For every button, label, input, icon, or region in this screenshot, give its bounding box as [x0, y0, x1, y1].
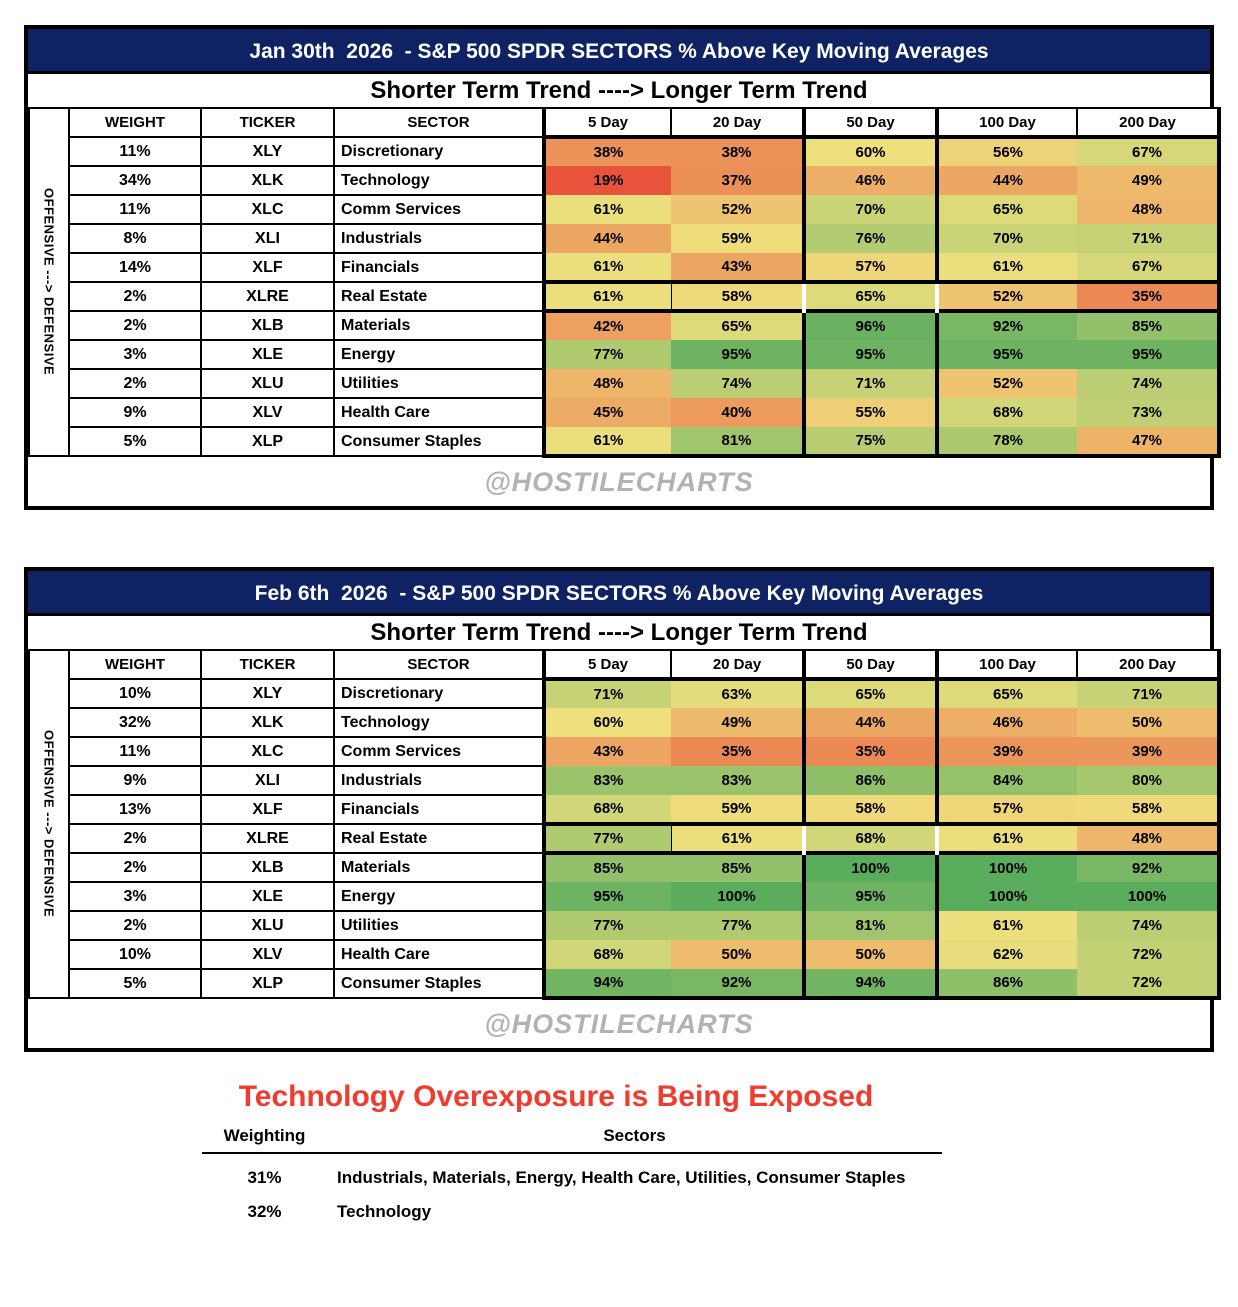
- heat-cell: 57%: [804, 253, 937, 282]
- heat-cell: 94%: [544, 969, 671, 998]
- column-header-sector: SECTOR: [334, 108, 544, 137]
- heat-cell: 65%: [937, 679, 1077, 708]
- heat-cell: 71%: [544, 679, 671, 708]
- summary-section: [0, 1080, 1112, 1222]
- heatmap-block-jan30: [24, 25, 1214, 510]
- column-header-weight: WEIGHT: [69, 650, 201, 679]
- sector-row-xlp: [29, 427, 1219, 456]
- weight-cell: 2%: [69, 369, 201, 398]
- heat-cell: 52%: [937, 282, 1077, 311]
- sector-row-xlk: [29, 166, 1219, 195]
- heat-cell: 95%: [671, 340, 804, 369]
- sector-cell: Real Estate: [334, 824, 544, 853]
- summary-row: [202, 1202, 942, 1222]
- ticker-cell: XLV: [201, 398, 334, 427]
- sector-row-xlb: [29, 311, 1219, 340]
- heat-cell: 61%: [937, 253, 1077, 282]
- heat-cell: 76%: [804, 224, 937, 253]
- heat-cell: 100%: [671, 882, 804, 911]
- summary-header-row: [202, 1126, 942, 1154]
- summary-weighting-value: 32%: [247, 1202, 282, 1221]
- sector-cell: Comm Services: [334, 195, 544, 224]
- column-header-ticker: TICKER: [201, 650, 334, 679]
- sector-row-xly: [29, 137, 1219, 166]
- weight-cell: 14%: [69, 253, 201, 282]
- heat-cell: 35%: [804, 737, 937, 766]
- sector-row-xlp: [29, 969, 1219, 998]
- sector-row-xlc: [29, 195, 1219, 224]
- heat-cell: 95%: [937, 340, 1077, 369]
- heat-cell: 85%: [1077, 311, 1219, 340]
- heat-cell: 61%: [544, 282, 671, 311]
- column-header-20-day: 20 Day: [671, 650, 804, 679]
- summary-col-weighting: Weighting: [223, 1126, 306, 1145]
- sector-cell: Industrials: [334, 224, 544, 253]
- sector-cell: Utilities: [334, 369, 544, 398]
- heat-cell: 68%: [804, 824, 937, 853]
- heat-cell: 49%: [671, 708, 804, 737]
- heat-cell: 61%: [544, 427, 671, 456]
- summary-col-sectors: Sectors: [603, 1126, 666, 1145]
- weight-cell: 13%: [69, 795, 201, 824]
- heat-cell: 83%: [544, 766, 671, 795]
- sector-cell: Industrials: [334, 766, 544, 795]
- summary-weighting-value: 31%: [247, 1168, 282, 1187]
- heat-cell: 85%: [671, 853, 804, 882]
- column-header-5-day: 5 Day: [544, 108, 671, 137]
- offensive-defensive-axis-text: OFFENSIVE ---> DEFENSIVE: [41, 730, 57, 918]
- ticker-cell: XLU: [201, 369, 334, 398]
- sector-cell: Materials: [334, 853, 544, 882]
- heat-cell: 42%: [544, 311, 671, 340]
- heat-cell: 43%: [544, 737, 671, 766]
- table-title-jan30: Jan 30th 2026 - S&P 500 SPDR SECTORS % Above Key Moving Averages: [28, 29, 1210, 74]
- heat-cell: 59%: [671, 795, 804, 824]
- heat-cell: 58%: [671, 282, 804, 311]
- sector-cell: Discretionary: [334, 679, 544, 708]
- heat-cell: 50%: [804, 940, 937, 969]
- ticker-cell: XLP: [201, 427, 334, 456]
- heat-cell: 95%: [1077, 340, 1219, 369]
- heat-cell: 65%: [671, 311, 804, 340]
- column-header-weight: WEIGHT: [69, 108, 201, 137]
- heat-cell: 35%: [671, 737, 804, 766]
- sector-row-xli: [29, 224, 1219, 253]
- offensive-defensive-axis-label: [29, 650, 69, 998]
- heat-cell: 75%: [804, 427, 937, 456]
- summary-title: Technology Overexposure is Being Exposed: [238, 1080, 874, 1113]
- heat-cell: 40%: [671, 398, 804, 427]
- heat-cell: 49%: [1077, 166, 1219, 195]
- sector-row-xle: [29, 340, 1219, 369]
- watermark: @HOSTILECHARTS: [28, 458, 1210, 506]
- sector-cell: Comm Services: [334, 737, 544, 766]
- ticker-cell: XLC: [201, 737, 334, 766]
- ticker-cell: XLRE: [201, 282, 334, 311]
- ticker-cell: XLF: [201, 253, 334, 282]
- heat-cell: 58%: [804, 795, 937, 824]
- heat-cell: 61%: [937, 911, 1077, 940]
- heat-cell: 74%: [1077, 911, 1219, 940]
- heat-cell: 80%: [1077, 766, 1219, 795]
- sector-ma-table-jan30: [28, 107, 1221, 458]
- heat-cell: 100%: [937, 853, 1077, 882]
- weight-cell: 11%: [69, 737, 201, 766]
- heat-cell: 63%: [671, 679, 804, 708]
- column-header-ticker: TICKER: [201, 108, 334, 137]
- heat-cell: 60%: [804, 137, 937, 166]
- sector-row-xlv: [29, 940, 1219, 969]
- ticker-cell: XLI: [201, 766, 334, 795]
- heat-cell: 44%: [804, 708, 937, 737]
- heat-cell: 65%: [804, 679, 937, 708]
- heat-cell: 96%: [804, 311, 937, 340]
- heat-cell: 56%: [937, 137, 1077, 166]
- sector-cell: Materials: [334, 311, 544, 340]
- column-header-200-day: 200 Day: [1077, 650, 1219, 679]
- watermark: @HOSTILECHARTS: [28, 1000, 1210, 1048]
- sector-row-xlu: [29, 369, 1219, 398]
- weight-cell: 11%: [69, 137, 201, 166]
- sector-row-xle: [29, 882, 1219, 911]
- heat-cell: 35%: [1077, 282, 1219, 311]
- sector-row-xlre: [29, 824, 1219, 853]
- heat-cell: 67%: [1077, 137, 1219, 166]
- weight-cell: 32%: [69, 708, 201, 737]
- sector-cell: Health Care: [334, 940, 544, 969]
- sector-cell: Energy: [334, 882, 544, 911]
- weight-cell: 9%: [69, 398, 201, 427]
- heat-cell: 38%: [544, 137, 671, 166]
- weight-cell: 5%: [69, 427, 201, 456]
- heat-cell: 72%: [1077, 940, 1219, 969]
- weight-cell: 2%: [69, 282, 201, 311]
- ticker-cell: XLI: [201, 224, 334, 253]
- ticker-cell: XLY: [201, 137, 334, 166]
- column-header-100-day: 100 Day: [937, 650, 1077, 679]
- heat-cell: 48%: [1077, 195, 1219, 224]
- heat-cell: 61%: [671, 824, 804, 853]
- weight-cell: 3%: [69, 882, 201, 911]
- heat-cell: 65%: [937, 195, 1077, 224]
- ticker-cell: XLRE: [201, 824, 334, 853]
- column-header-20-day: 20 Day: [671, 108, 804, 137]
- offensive-defensive-axis-text: OFFENSIVE ---> DEFENSIVE: [41, 188, 57, 376]
- heat-cell: 61%: [937, 824, 1077, 853]
- heat-cell: 67%: [1077, 253, 1219, 282]
- heat-cell: 19%: [544, 166, 671, 195]
- sector-row-xlv: [29, 398, 1219, 427]
- heat-cell: 60%: [544, 708, 671, 737]
- sector-cell: Financials: [334, 795, 544, 824]
- column-header-5-day: 5 Day: [544, 650, 671, 679]
- heat-cell: 70%: [937, 224, 1077, 253]
- heat-cell: 52%: [671, 195, 804, 224]
- ticker-cell: XLP: [201, 969, 334, 998]
- heat-cell: 46%: [937, 708, 1077, 737]
- heat-cell: 44%: [937, 166, 1077, 195]
- weight-cell: 2%: [69, 911, 201, 940]
- sector-cell: Consumer Staples: [334, 427, 544, 456]
- ticker-cell: XLV: [201, 940, 334, 969]
- heat-cell: 74%: [1077, 369, 1219, 398]
- heat-cell: 77%: [671, 911, 804, 940]
- heat-cell: 46%: [804, 166, 937, 195]
- offensive-defensive-axis-label: [29, 108, 69, 456]
- heat-cell: 81%: [671, 427, 804, 456]
- heat-cell: 74%: [671, 369, 804, 398]
- heat-cell: 39%: [1077, 737, 1219, 766]
- heat-cell: 72%: [1077, 969, 1219, 998]
- heat-cell: 71%: [1077, 224, 1219, 253]
- heat-cell: 58%: [1077, 795, 1219, 824]
- heat-cell: 92%: [671, 969, 804, 998]
- column-header-50-day: 50 Day: [804, 650, 937, 679]
- heat-cell: 73%: [1077, 398, 1219, 427]
- sector-cell: Financials: [334, 253, 544, 282]
- heat-cell: 68%: [544, 795, 671, 824]
- heat-cell: 62%: [937, 940, 1077, 969]
- heat-cell: 78%: [937, 427, 1077, 456]
- heat-cell: 68%: [937, 398, 1077, 427]
- heat-cell: 95%: [804, 882, 937, 911]
- sector-row-xlf: [29, 253, 1219, 282]
- weight-cell: 9%: [69, 766, 201, 795]
- heat-cell: 55%: [804, 398, 937, 427]
- heat-cell: 86%: [937, 969, 1077, 998]
- sector-row-xli: [29, 766, 1219, 795]
- summary-sectors-value: Industrials, Materials, Energy, Health Care, Utilities, Consumer Staples: [337, 1168, 906, 1187]
- weight-cell: 8%: [69, 224, 201, 253]
- heat-cell: 84%: [937, 766, 1077, 795]
- sector-row-xlu: [29, 911, 1219, 940]
- weight-cell: 2%: [69, 853, 201, 882]
- weight-cell: 11%: [69, 195, 201, 224]
- heat-cell: 71%: [804, 369, 937, 398]
- heat-cell: 52%: [937, 369, 1077, 398]
- heat-cell: 77%: [544, 911, 671, 940]
- heat-cell: 95%: [544, 882, 671, 911]
- sector-row-xlc: [29, 737, 1219, 766]
- summary-row: [202, 1168, 942, 1188]
- column-header-sector: SECTOR: [334, 650, 544, 679]
- heat-cell: 59%: [671, 224, 804, 253]
- sector-cell: Consumer Staples: [334, 969, 544, 998]
- sector-row-xlk: [29, 708, 1219, 737]
- ticker-cell: XLY: [201, 679, 334, 708]
- heat-cell: 100%: [1077, 882, 1219, 911]
- weight-cell: 2%: [69, 311, 201, 340]
- heat-cell: 85%: [544, 853, 671, 882]
- ticker-cell: XLC: [201, 195, 334, 224]
- heat-cell: 86%: [804, 766, 937, 795]
- heat-cell: 100%: [804, 853, 937, 882]
- heat-cell: 95%: [804, 340, 937, 369]
- trend-subtitle: Shorter Term Trend ----> Longer Term Trend: [28, 616, 1210, 649]
- heat-cell: 43%: [671, 253, 804, 282]
- sector-cell: Technology: [334, 708, 544, 737]
- column-header-100-day: 100 Day: [937, 108, 1077, 137]
- sector-cell: Technology: [334, 166, 544, 195]
- heat-cell: 94%: [804, 969, 937, 998]
- ticker-cell: XLU: [201, 911, 334, 940]
- heat-cell: 83%: [671, 766, 804, 795]
- heat-cell: 48%: [544, 369, 671, 398]
- sector-row-xly: [29, 679, 1219, 708]
- heat-cell: 44%: [544, 224, 671, 253]
- weight-cell: 3%: [69, 340, 201, 369]
- ticker-cell: XLE: [201, 882, 334, 911]
- weight-cell: 10%: [69, 940, 201, 969]
- ticker-cell: XLB: [201, 853, 334, 882]
- weight-cell: 5%: [69, 969, 201, 998]
- sector-row-xlf: [29, 795, 1219, 824]
- heat-cell: 37%: [671, 166, 804, 195]
- heat-cell: 57%: [937, 795, 1077, 824]
- sector-row-xlb: [29, 853, 1219, 882]
- weight-cell: 2%: [69, 824, 201, 853]
- heat-cell: 47%: [1077, 427, 1219, 456]
- heat-cell: 61%: [544, 195, 671, 224]
- summary-table: [202, 1126, 942, 1222]
- heat-cell: 48%: [1077, 824, 1219, 853]
- heat-cell: 70%: [804, 195, 937, 224]
- column-header-200-day: 200 Day: [1077, 108, 1219, 137]
- heat-cell: 39%: [937, 737, 1077, 766]
- sector-ma-table-feb6: [28, 649, 1221, 1000]
- table-title-feb6: Feb 6th 2026 - S&P 500 SPDR SECTORS % Above Key Moving Averages: [28, 571, 1210, 616]
- heat-cell: 65%: [804, 282, 937, 311]
- heat-cell: 45%: [544, 398, 671, 427]
- sector-cell: Discretionary: [334, 137, 544, 166]
- heat-cell: 68%: [544, 940, 671, 969]
- summary-sectors-value: Technology: [337, 1202, 432, 1221]
- sector-cell: Utilities: [334, 911, 544, 940]
- heatmap-block-feb6: [24, 567, 1214, 1052]
- ticker-cell: XLK: [201, 166, 334, 195]
- ticker-cell: XLB: [201, 311, 334, 340]
- weight-cell: 34%: [69, 166, 201, 195]
- heat-cell: 61%: [544, 253, 671, 282]
- ticker-cell: XLE: [201, 340, 334, 369]
- trend-subtitle: Shorter Term Trend ----> Longer Term Trend: [28, 74, 1210, 107]
- heat-cell: 81%: [804, 911, 937, 940]
- ticker-cell: XLK: [201, 708, 334, 737]
- heat-cell: 71%: [1077, 679, 1219, 708]
- sector-row-xlre: [29, 282, 1219, 311]
- ticker-cell: XLF: [201, 795, 334, 824]
- heat-cell: 92%: [1077, 853, 1219, 882]
- sector-cell: Energy: [334, 340, 544, 369]
- heat-cell: 92%: [937, 311, 1077, 340]
- heat-cell: 38%: [671, 137, 804, 166]
- heat-cell: 50%: [1077, 708, 1219, 737]
- sector-cell: Health Care: [334, 398, 544, 427]
- weight-cell: 10%: [69, 679, 201, 708]
- column-header-50-day: 50 Day: [804, 108, 937, 137]
- heat-cell: 77%: [544, 340, 671, 369]
- heat-cell: 77%: [544, 824, 671, 853]
- heat-cell: 50%: [671, 940, 804, 969]
- sector-cell: Real Estate: [334, 282, 544, 311]
- heat-cell: 100%: [937, 882, 1077, 911]
